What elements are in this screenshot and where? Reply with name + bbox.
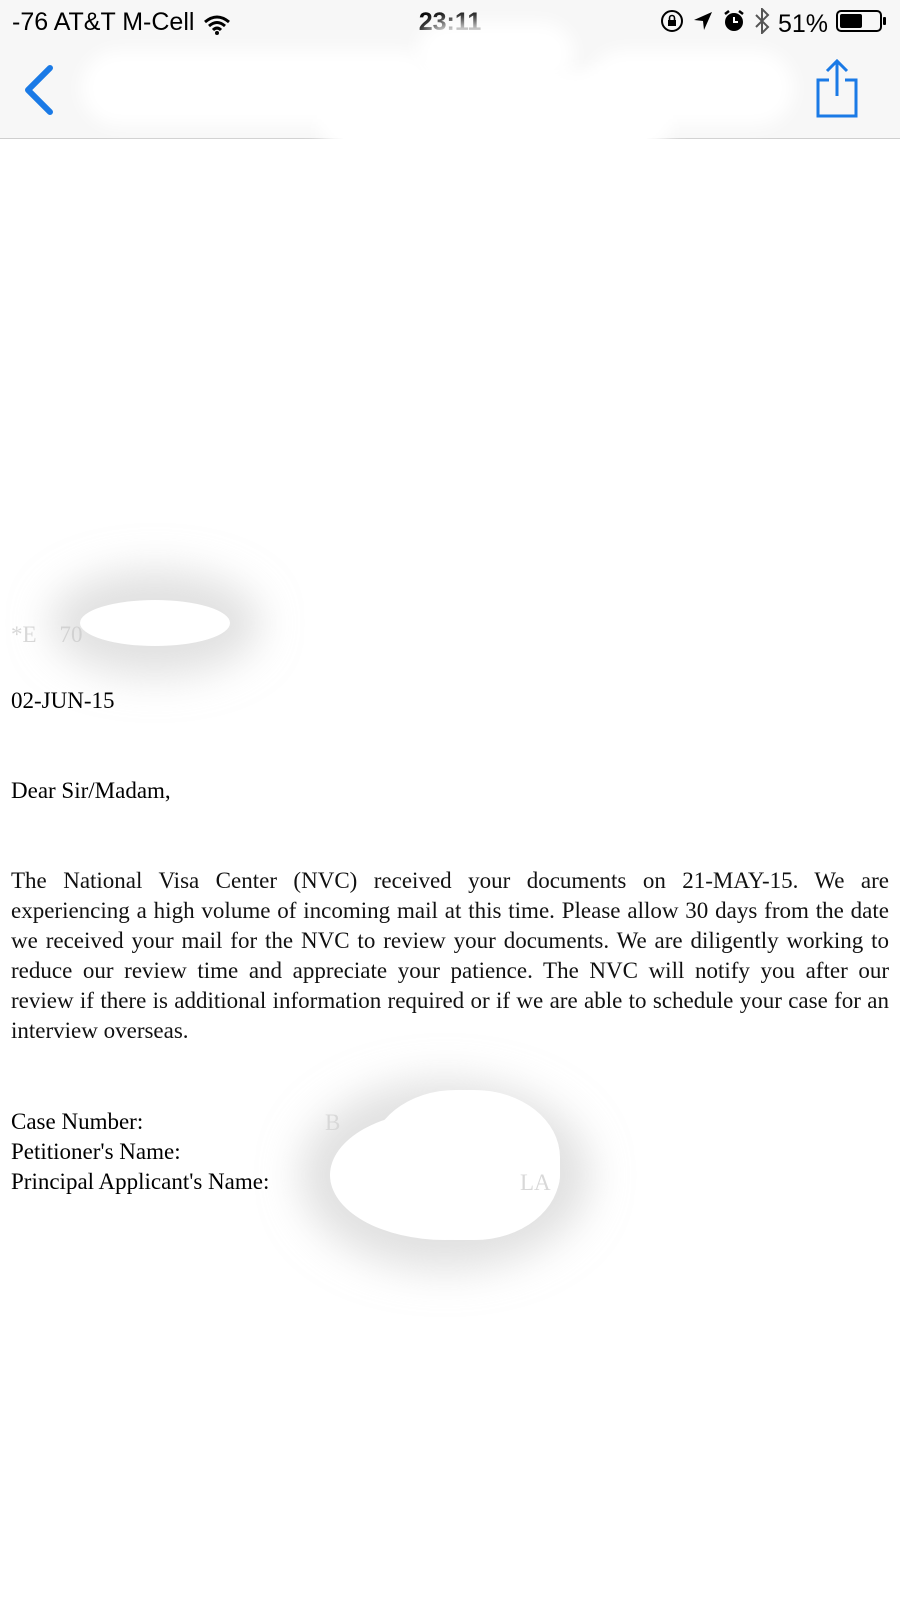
back-button[interactable]	[20, 64, 60, 116]
redaction-blur	[80, 600, 230, 646]
letter-date: 02-JUN-15	[11, 688, 115, 713]
status-right	[652, 8, 888, 41]
carrier-label: -76 AT&T M-Cell	[12, 8, 195, 36]
status-time: 23:11	[418, 8, 482, 36]
nav-bar	[0, 44, 900, 139]
alarm-icon	[722, 9, 746, 40]
bluetooth-icon	[754, 8, 770, 41]
case-number-label: Case Number:	[11, 1109, 144, 1134]
redacted-title	[430, 36, 560, 72]
chevron-left-icon	[20, 64, 60, 116]
orientation-lock-icon	[660, 9, 684, 40]
petitioner-name-label: Petitioner's Name:	[11, 1139, 181, 1164]
battery-icon	[836, 9, 888, 40]
letter-greeting: Dear Sir/Madam,	[11, 778, 171, 803]
battery-percentage: 51%	[777, 10, 828, 38]
letter-body: The National Visa Center (NVC) received your documents on 21-MAY-15. We are experiencing a high volume of incoming mail at this time. Please allow 30 days from the date we received your mail for the NVC to review your documents. We are diligently working to reduce our review time and appreciate your patience. The NVC will notify you after our review if there is additional information required or if we are able to schedule your case for an interview overseas.	[11, 868, 889, 1043]
applicant-name-label: Principal Applicant's Name:	[11, 1169, 270, 1194]
location-arrow-icon	[692, 10, 714, 39]
redacted-reference: *E 70	[11, 622, 83, 647]
redacted-title	[330, 84, 660, 144]
case-info	[11, 1107, 269, 1197]
redacted-value: LA	[520, 1170, 551, 1195]
share-icon	[814, 58, 860, 120]
redacted-value: B	[325, 1110, 341, 1135]
share-button[interactable]	[814, 58, 860, 120]
redaction-blur	[370, 1090, 560, 1240]
